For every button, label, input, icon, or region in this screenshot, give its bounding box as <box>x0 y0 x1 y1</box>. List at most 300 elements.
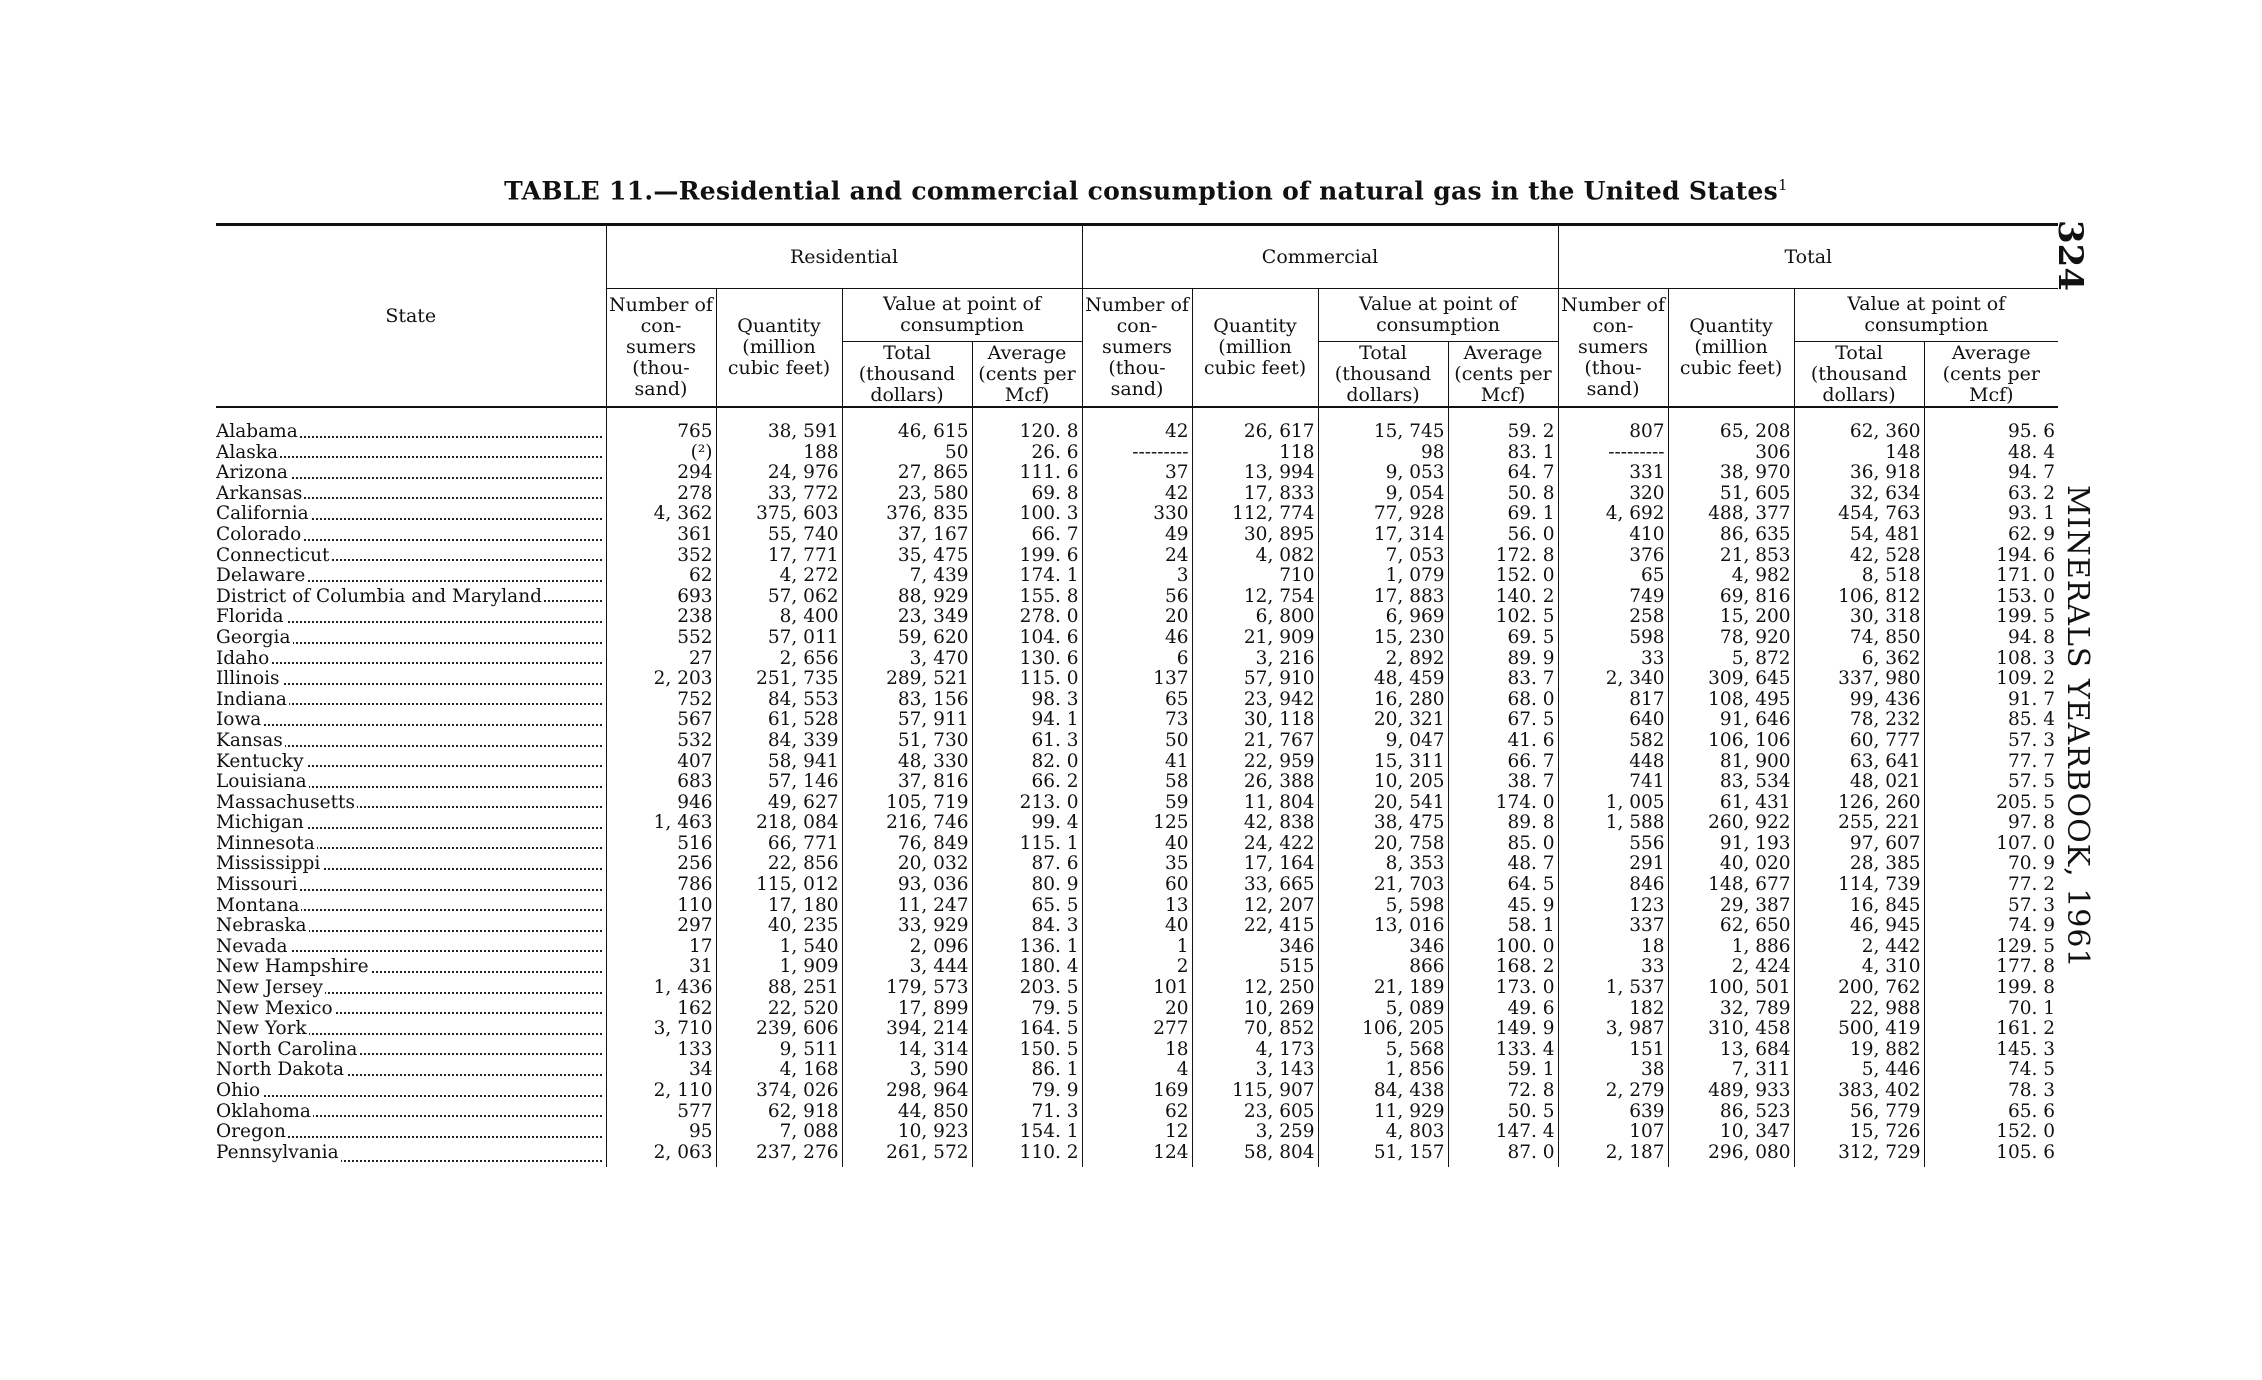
value-cell: 56. 0 <box>1448 525 1558 546</box>
value-cell: 177. 8 <box>1924 957 2058 978</box>
state-name: Georgia <box>216 627 291 648</box>
value-cell: 361 <box>606 525 716 546</box>
value-cell: 320 <box>1558 484 1668 505</box>
state-name: New Hampshire <box>216 957 369 978</box>
consumption-table <box>216 226 2058 1167</box>
value-cell: 1, 588 <box>1558 813 1668 834</box>
value-cell: 88, 929 <box>842 587 972 608</box>
value-cell: 93. 1 <box>1924 504 2058 525</box>
value-cell: 2 <box>1082 957 1192 978</box>
value-cell: 99, 436 <box>1794 690 1924 711</box>
state-name: Mississippi <box>216 854 321 875</box>
state-name: Missouri <box>216 875 298 896</box>
value-cell: 260, 922 <box>1668 813 1794 834</box>
value-cell: 79. 9 <box>972 1081 1082 1102</box>
value-cell: 69. 1 <box>1448 504 1558 525</box>
value-cell: 7, 088 <box>716 1122 842 1143</box>
value-cell: 95 <box>606 1122 716 1143</box>
state-cell <box>216 443 606 464</box>
value-cell: 106, 812 <box>1794 587 1924 608</box>
value-cell: 1, 886 <box>1668 937 1794 958</box>
state-name: California <box>216 504 309 525</box>
state-name: Kentucky <box>216 751 304 772</box>
value-cell: 114, 739 <box>1794 875 1924 896</box>
state-cell <box>216 669 606 690</box>
value-cell: 22, 988 <box>1794 999 1924 1020</box>
state-name: Pennsylvania <box>216 1142 339 1163</box>
value-cell: 20, 032 <box>842 854 972 875</box>
table-title-text: TABLE 11.—Residential and commercial consumption of natural gas in the United States <box>504 176 1779 206</box>
value-cell: 102. 5 <box>1448 607 1558 628</box>
value-cell: 9, 053 <box>1318 463 1448 484</box>
value-cell: 8, 400 <box>716 607 842 628</box>
value-cell: 164. 5 <box>972 1019 1082 1040</box>
value-cell: 786 <box>606 875 716 896</box>
value-cell: 120. 8 <box>972 407 1082 443</box>
table-row <box>216 834 2058 855</box>
state-cell <box>216 916 606 937</box>
value-cell: 70. 9 <box>1924 854 2058 875</box>
value-cell: 10, 347 <box>1668 1122 1794 1143</box>
value-cell: 79. 5 <box>972 999 1082 1020</box>
value-cell: 2, 279 <box>1558 1081 1668 1102</box>
value-cell: 150. 5 <box>972 1040 1082 1061</box>
value-cell: 640 <box>1558 710 1668 731</box>
value-cell: 83. 7 <box>1448 669 1558 690</box>
value-cell: 98. 3 <box>972 690 1082 711</box>
header-com-average: Average (cents per Mcf) <box>1448 342 1558 408</box>
value-cell: 346 <box>1318 937 1448 958</box>
state-name: New York <box>216 1019 307 1040</box>
value-cell: 9, 511 <box>716 1040 842 1061</box>
value-cell: 32, 789 <box>1668 999 1794 1020</box>
value-cell: 77, 928 <box>1318 504 1448 525</box>
value-cell: 66. 7 <box>1448 752 1558 773</box>
state-name: Alaska <box>216 442 279 463</box>
value-cell: 9, 054 <box>1318 484 1448 505</box>
state-name: North Dakota <box>216 1060 345 1081</box>
leader-dots <box>216 1095 602 1097</box>
value-cell: 95. 6 <box>1924 407 2058 443</box>
value-cell: 108, 495 <box>1668 690 1794 711</box>
value-cell: 2, 656 <box>716 649 842 670</box>
value-cell: 58, 941 <box>716 752 842 773</box>
state-cell <box>216 731 606 752</box>
table-row <box>216 772 2058 793</box>
state-name: Arizona <box>216 463 288 484</box>
value-cell: 24, 422 <box>1192 834 1318 855</box>
state-cell <box>216 999 606 1020</box>
value-cell: 24, 976 <box>716 463 842 484</box>
value-cell: 57, 146 <box>716 772 842 793</box>
value-cell: 3, 444 <box>842 957 972 978</box>
value-cell: 21, 189 <box>1318 978 1448 999</box>
value-cell: 1, 856 <box>1318 1060 1448 1081</box>
value-cell: 78. 3 <box>1924 1081 2058 1102</box>
value-cell: 62, 360 <box>1794 407 1924 443</box>
value-cell: 306 <box>1668 443 1794 464</box>
value-cell: 36, 918 <box>1794 463 1924 484</box>
header-res-total: Total (thousand dollars) <box>842 342 972 408</box>
value-cell: 108. 3 <box>1924 649 2058 670</box>
header-res-quantity: Quantity (million cubic feet) <box>716 289 842 408</box>
value-cell: 6 <box>1082 649 1192 670</box>
value-cell: 84, 553 <box>716 690 842 711</box>
state-name: Oregon <box>216 1122 286 1143</box>
value-cell: 63, 641 <box>1794 752 1924 773</box>
value-cell: 65 <box>1558 566 1668 587</box>
value-cell: 69. 5 <box>1448 628 1558 649</box>
value-cell: 174. 1 <box>972 566 1082 587</box>
state-name: Massachusetts <box>216 792 355 813</box>
value-cell: 11, 804 <box>1192 793 1318 814</box>
value-cell: 3, 470 <box>842 649 972 670</box>
value-cell: 100. 3 <box>972 504 1082 525</box>
value-cell: 1, 463 <box>606 813 716 834</box>
value-cell: 129. 5 <box>1924 937 2058 958</box>
value-cell: 107 <box>1558 1122 1668 1143</box>
value-cell: 41. 6 <box>1448 731 1558 752</box>
value-cell: 42, 528 <box>1794 546 1924 567</box>
value-cell: 710 <box>1192 566 1318 587</box>
value-cell: 173. 0 <box>1448 978 1558 999</box>
header-tot-average: Average (cents per Mcf) <box>1924 342 2058 408</box>
value-cell: 312, 729 <box>1794 1143 1924 1168</box>
value-cell: 48, 459 <box>1318 669 1448 690</box>
value-cell: 50 <box>1082 731 1192 752</box>
table-row <box>216 649 2058 670</box>
value-cell: 12, 754 <box>1192 587 1318 608</box>
value-cell: 145. 3 <box>1924 1040 2058 1061</box>
state-name: Alabama <box>216 421 298 442</box>
value-cell: 582 <box>1558 731 1668 752</box>
value-cell: 33 <box>1558 957 1668 978</box>
value-cell: 946 <box>606 793 716 814</box>
table-row <box>216 1143 2058 1168</box>
value-cell: 238 <box>606 607 716 628</box>
value-cell: 40, 020 <box>1668 854 1794 875</box>
value-cell: 76, 849 <box>842 834 972 855</box>
value-cell: 61, 431 <box>1668 793 1794 814</box>
value-cell: 169 <box>1082 1081 1192 1102</box>
table-row <box>216 916 2058 937</box>
value-cell: 846 <box>1558 875 1668 896</box>
value-cell: 33, 772 <box>716 484 842 505</box>
state-name: Iowa <box>216 710 262 731</box>
value-cell: 32, 634 <box>1794 484 1924 505</box>
value-cell: 310, 458 <box>1668 1019 1794 1040</box>
state-name: Idaho <box>216 648 270 669</box>
header-group-commercial: Commercial <box>1082 226 1558 289</box>
table-row <box>216 587 2058 608</box>
value-cell: 1, 540 <box>716 937 842 958</box>
value-cell: --------- <box>1558 443 1668 464</box>
state-cell <box>216 1143 606 1168</box>
value-cell: 4, 082 <box>1192 546 1318 567</box>
table-row <box>216 896 2058 917</box>
value-cell: 5, 446 <box>1794 1060 1924 1081</box>
value-cell: 807 <box>1558 407 1668 443</box>
state-cell <box>216 587 606 608</box>
state-cell <box>216 690 606 711</box>
value-cell: 866 <box>1318 957 1448 978</box>
table-body <box>216 407 2058 1167</box>
value-cell: 20, 541 <box>1318 793 1448 814</box>
value-cell: 489, 933 <box>1668 1081 1794 1102</box>
value-cell: 48, 330 <box>842 752 972 773</box>
value-cell: 17, 899 <box>842 999 972 1020</box>
value-cell: 58 <box>1082 772 1192 793</box>
value-cell: 11, 929 <box>1318 1102 1448 1123</box>
value-cell: 61. 3 <box>972 731 1082 752</box>
value-cell: 21, 703 <box>1318 875 1448 896</box>
value-cell: 162 <box>606 999 716 1020</box>
value-cell: 168. 2 <box>1448 957 1558 978</box>
value-cell: 15, 745 <box>1318 407 1448 443</box>
value-cell: 88, 251 <box>716 978 842 999</box>
value-cell: 49 <box>1082 525 1192 546</box>
state-cell <box>216 1019 606 1040</box>
value-cell: 8, 353 <box>1318 854 1448 875</box>
value-cell: 152. 0 <box>1924 1122 2058 1143</box>
value-cell: 218, 084 <box>716 813 842 834</box>
value-cell: 516 <box>606 834 716 855</box>
table-row <box>216 1081 2058 1102</box>
value-cell: 91. 7 <box>1924 690 2058 711</box>
value-cell: 216, 746 <box>842 813 972 834</box>
value-cell: 46, 615 <box>842 407 972 443</box>
value-cell: 89. 8 <box>1448 813 1558 834</box>
value-cell: 13, 994 <box>1192 463 1318 484</box>
value-cell: 38. 7 <box>1448 772 1558 793</box>
value-cell: 29, 387 <box>1668 896 1794 917</box>
state-name: Louisiana <box>216 772 307 793</box>
value-cell: 9, 047 <box>1318 731 1448 752</box>
value-cell: 97, 607 <box>1794 834 1924 855</box>
value-cell: 59. 1 <box>1448 1060 1558 1081</box>
value-cell: 598 <box>1558 628 1668 649</box>
table-title <box>216 176 2076 205</box>
state-cell <box>216 1122 606 1143</box>
state-cell <box>216 937 606 958</box>
value-cell: 23, 580 <box>842 484 972 505</box>
value-cell: 94. 8 <box>1924 628 2058 649</box>
value-cell: 188 <box>716 443 842 464</box>
value-cell: 258 <box>1558 607 1668 628</box>
value-cell: 296, 080 <box>1668 1143 1794 1168</box>
value-cell: 33, 665 <box>1192 875 1318 896</box>
value-cell: 237, 276 <box>716 1143 842 1168</box>
table-row <box>216 1019 2058 1040</box>
value-cell: 133. 4 <box>1448 1040 1558 1061</box>
leader-dots <box>216 662 602 664</box>
state-cell <box>216 772 606 793</box>
value-cell: 3, 143 <box>1192 1060 1318 1081</box>
value-cell: 2, 892 <box>1318 649 1448 670</box>
value-cell: 749 <box>1558 587 1668 608</box>
value-cell: 86. 1 <box>972 1060 1082 1081</box>
value-cell: 289, 521 <box>842 669 972 690</box>
table-row <box>216 731 2058 752</box>
value-cell: 74, 850 <box>1794 628 1924 649</box>
state-name: District of Columbia and Maryland <box>216 586 542 607</box>
value-cell: 30, 895 <box>1192 525 1318 546</box>
value-cell: 59, 620 <box>842 628 972 649</box>
value-cell: 87. 0 <box>1448 1143 1558 1168</box>
value-cell: 23, 349 <box>842 607 972 628</box>
value-cell: 3, 216 <box>1192 649 1318 670</box>
value-cell: 4, 310 <box>1794 957 1924 978</box>
value-cell: 115. 0 <box>972 669 1082 690</box>
value-cell: 65, 208 <box>1668 407 1794 443</box>
value-cell: 73 <box>1082 710 1192 731</box>
value-cell: 28, 385 <box>1794 854 1924 875</box>
value-cell: 331 <box>1558 463 1668 484</box>
value-cell: 71. 3 <box>972 1102 1082 1123</box>
value-cell: 69. 8 <box>972 484 1082 505</box>
table-row <box>216 1040 2058 1061</box>
value-cell: 26, 388 <box>1192 772 1318 793</box>
value-cell: 59 <box>1082 793 1192 814</box>
value-cell: 22, 415 <box>1192 916 1318 937</box>
value-cell: 60, 777 <box>1794 731 1924 752</box>
value-cell: 37 <box>1082 463 1192 484</box>
value-cell: 40 <box>1082 916 1192 937</box>
value-cell: 15, 230 <box>1318 628 1448 649</box>
value-cell: 13 <box>1082 896 1192 917</box>
value-cell: 56, 779 <box>1794 1102 1924 1123</box>
value-cell: 57, 910 <box>1192 669 1318 690</box>
value-cell: 91, 646 <box>1668 710 1794 731</box>
table-row <box>216 525 2058 546</box>
value-cell: 5, 598 <box>1318 896 1448 917</box>
value-cell: 205. 5 <box>1924 793 2058 814</box>
value-cell: 330 <box>1082 504 1192 525</box>
value-cell: 154. 1 <box>972 1122 1082 1143</box>
state-name: New Mexico <box>216 998 333 1019</box>
value-cell: 4, 362 <box>606 504 716 525</box>
value-cell: 57, 011 <box>716 628 842 649</box>
value-cell: 17, 883 <box>1318 587 1448 608</box>
value-cell: 83. 1 <box>1448 443 1558 464</box>
value-cell: 5, 568 <box>1318 1040 1448 1061</box>
value-cell: 110. 2 <box>972 1143 1082 1168</box>
value-cell: 376, 835 <box>842 504 972 525</box>
value-cell: 4, 173 <box>1192 1040 1318 1061</box>
value-cell: 6, 362 <box>1794 649 1924 670</box>
value-cell: 179, 573 <box>842 978 972 999</box>
state-cell <box>216 546 606 567</box>
value-cell: 1, 537 <box>1558 978 1668 999</box>
value-cell: 123 <box>1558 896 1668 917</box>
value-cell: 38, 591 <box>716 407 842 443</box>
value-cell: 410 <box>1558 525 1668 546</box>
value-cell: 49, 627 <box>716 793 842 814</box>
value-cell: 100, 501 <box>1668 978 1794 999</box>
state-cell <box>216 628 606 649</box>
value-cell: 15, 726 <box>1794 1122 1924 1143</box>
value-cell: 64. 7 <box>1448 463 1558 484</box>
value-cell: 200, 762 <box>1794 978 1924 999</box>
value-cell: 17, 771 <box>716 546 842 567</box>
value-cell: 78, 920 <box>1668 628 1794 649</box>
value-cell: 35, 475 <box>842 546 972 567</box>
value-cell: 12, 207 <box>1192 896 1318 917</box>
value-cell: 567 <box>606 710 716 731</box>
value-cell: 12 <box>1082 1122 1192 1143</box>
value-cell: 171. 0 <box>1924 566 2058 587</box>
table-row <box>216 1102 2058 1123</box>
value-cell: 51, 730 <box>842 731 972 752</box>
value-cell: 20 <box>1082 999 1192 1020</box>
value-cell: 137 <box>1082 669 1192 690</box>
value-cell: 26. 6 <box>972 443 1082 464</box>
value-cell: 105. 6 <box>1924 1143 2058 1168</box>
value-cell: 298, 964 <box>842 1081 972 1102</box>
value-cell: 66, 771 <box>716 834 842 855</box>
table-row <box>216 407 2058 443</box>
value-cell: 346 <box>1192 937 1318 958</box>
table-row <box>216 710 2058 731</box>
value-cell: 577 <box>606 1102 716 1123</box>
value-cell: 93, 036 <box>842 875 972 896</box>
value-cell: 61, 528 <box>716 710 842 731</box>
value-cell: 37, 167 <box>842 525 972 546</box>
value-cell: 147. 4 <box>1448 1122 1558 1143</box>
header-com-total: Total (thousand dollars) <box>1318 342 1448 408</box>
value-cell: 5, 089 <box>1318 999 1448 1020</box>
value-cell: 126, 260 <box>1794 793 1924 814</box>
state-name: Indiana <box>216 689 287 710</box>
value-cell: 180. 4 <box>972 957 1082 978</box>
value-cell: 104. 6 <box>972 628 1082 649</box>
value-cell: 64. 5 <box>1448 875 1558 896</box>
state-name: Delaware <box>216 566 306 587</box>
header-tot-quantity: Quantity (million cubic feet) <box>1668 289 1794 408</box>
value-cell: 21, 853 <box>1668 546 1794 567</box>
state-cell <box>216 1040 606 1061</box>
value-cell: 552 <box>606 628 716 649</box>
value-cell: 60 <box>1082 875 1192 896</box>
value-cell: 106, 205 <box>1318 1019 1448 1040</box>
value-cell: 57, 062 <box>716 587 842 608</box>
value-cell: 38, 970 <box>1668 463 1794 484</box>
value-cell: 17 <box>606 937 716 958</box>
value-cell: 57. 3 <box>1924 896 2058 917</box>
value-cell: 194. 6 <box>1924 546 2058 567</box>
value-cell: 30, 118 <box>1192 710 1318 731</box>
state-cell <box>216 854 606 875</box>
value-cell: 3, 987 <box>1558 1019 1668 1040</box>
table-row <box>216 813 2058 834</box>
value-cell: 683 <box>606 772 716 793</box>
value-cell: 21, 767 <box>1192 731 1318 752</box>
table-row <box>216 957 2058 978</box>
value-cell: 2, 187 <box>1558 1143 1668 1168</box>
value-cell: 112, 774 <box>1192 504 1318 525</box>
value-cell: 1, 909 <box>716 957 842 978</box>
state-cell <box>216 752 606 773</box>
value-cell: 70, 852 <box>1192 1019 1318 1040</box>
header-state: State <box>216 226 606 407</box>
table-row <box>216 504 2058 525</box>
value-cell: 59. 2 <box>1448 407 1558 443</box>
value-cell: 37, 816 <box>842 772 972 793</box>
value-cell: 765 <box>606 407 716 443</box>
value-cell: 45. 9 <box>1448 896 1558 917</box>
state-cell <box>216 525 606 546</box>
state-cell <box>216 484 606 505</box>
